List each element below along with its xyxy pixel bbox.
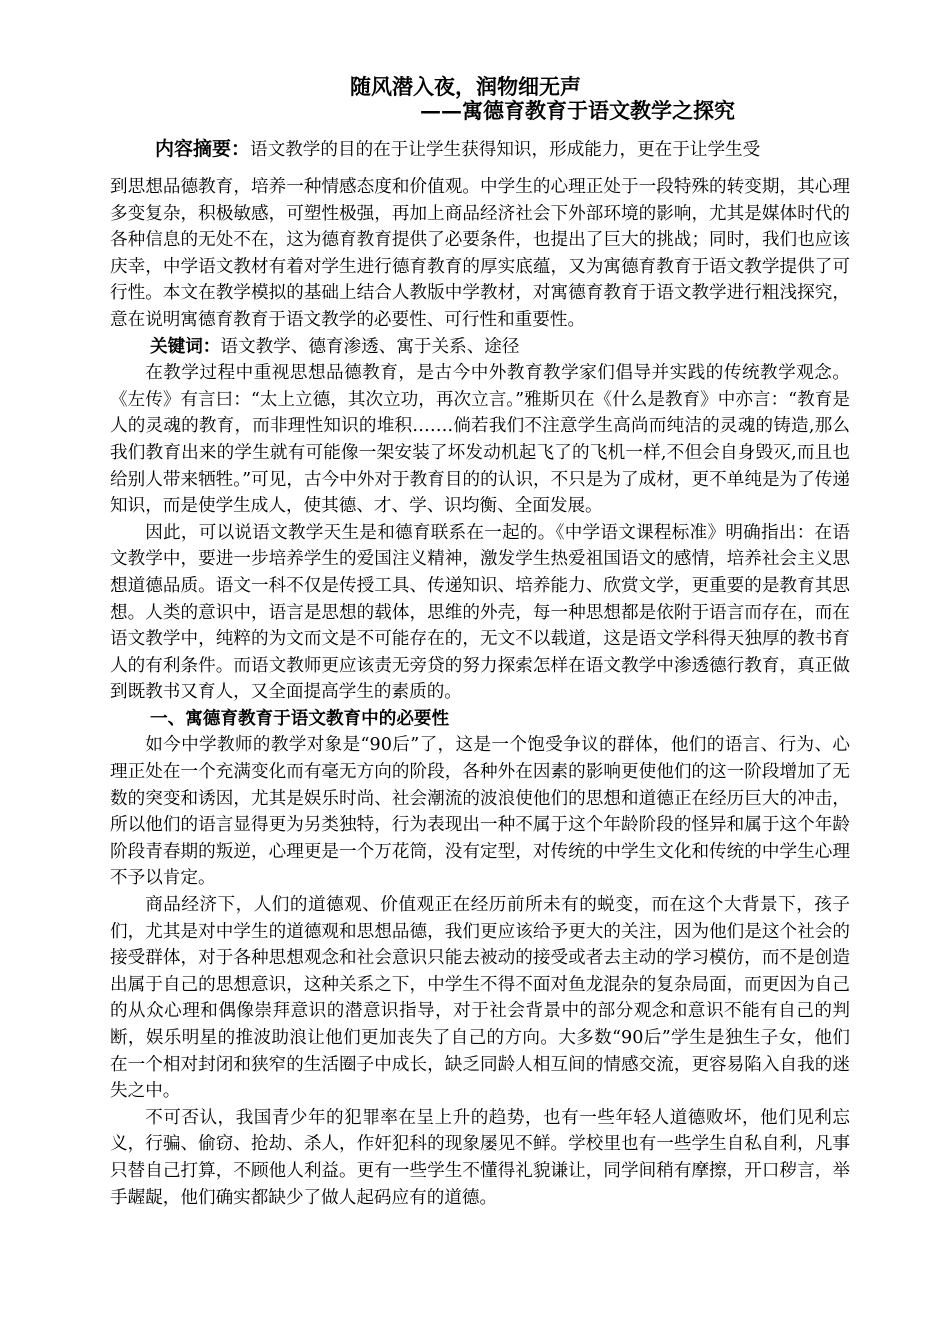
section-paragraph: 如今中学教师的教学对象是“90后”了，这是一个饱受争议的群体，他们的语言、行为、心理正处在一个充满变化而有毫无方向的阶段，各种外在因素的影响更使他们的这一阶段增加了无数的突变和诱因，尤其是娱乐时尚、社会潮流的波浪使他们的思想和道德正在经历巨大的冲击，所以他们的语言显得更为另类独特，行为表现出一种不属于这个年龄阶段的怪异和属于这个年龄阶段青春期的叛逆，心理更是一个万花筒，没有定型，对传统的中学生文化和传统的中学生心理不予以肯定。 — [110, 735, 850, 889]
section-paragraph: 商品经济下，人们的道德观、价值观正在经历前所未有的蜕变，而在这个大背景下，孩子们，尤其是对中学生的道德观和思想品德，我们更应该给予更大的关注，因为他们是这个社会的接受群体，对于各种思想观念和社会意识只能去被动的接受或者去主动的学习模仿，而不是创造出属于自己的思想意识，这种关系之下，中学生不得不面对鱼龙混杂的复杂局面，而更因为自己的从众心理和偶像崇拜意识的潜意识指导，对于社会背景中的部分观念和意识不能有自己的判断，娱乐明星的推波助浪让他们更加丧失了自己的方向。大多数“90后”学生是独生子女，他们在一个相对封闭和狭窄的生活圈子中成长，缺乏同龄人相互间的情感交流，更容易陷入自我的迷失之中。 — [110, 895, 850, 1102]
document-subtitle: ——寓德育教育于语文教学之探究 — [420, 98, 735, 123]
abstract-text: 到思想品德教育，培养一种情感态度和价值观。中学生的心理正处于一段特殊的转变期，其心理多变复杂，积极敏感，可塑性极强，再加上商品经济社会下外部环境的影响，尤其是媒体时代的各种信息的无处不在，这为德育教育提供了必要条件，也提出了巨大的挑战；同时，我们也应该庆幸，中学语文教材有着对学生进行德育教育的厚实底蕴，又为寓德育教育于语文教学提供了可行性。本文在教学模拟的基础上结合人教版中学教材，对寓德育教育于语文教学进行粗浅探究，意在说明寓德育教育于语文教学的必要性、可行性和重要性。 — [110, 177, 850, 330]
keywords-label: 关键词： — [150, 335, 221, 357]
document-title: 随风潜入夜，润物细无声 — [350, 74, 581, 99]
body-paragraph: 因此，可以说语文教学天生是和德育联系在一起的。《中学语文课程标准》明确指出：在语文教学中，要进一步培养学生的爱国注义精神，激发学生热爱祖国语文的感情，培养社会主义思想道德品质。语文一科不仅是传授工具、传递知识、培养能力、欣赏文学，更重要的是教育其思想。人类的意识中，语言是思想的载体，思维的外壳，每一种思想都是依附于语言而存在，而在语文教学中，纯粹的为文而文是不可能存在的，无文不以载道，这是语文学科得天独厚的教书育人的有利条件。而语文教师更应该责无旁贷的努力探索怎样在语文教学中渗透德行教育，真正做到既教书又育人，又全面提高学生的素质的。 — [110, 522, 850, 703]
abstract-paragraph — [110, 136, 850, 334]
abstract-first-line — [110, 136, 850, 174]
section-paragraph: 不可否认，我国青少年的犯罪率在呈上升的趋势，也有一些年轻人道德败坏，他们见利忘义，行骗、偷窃、抢劫、杀人，作奸犯科的现象屡见不鲜。学校里也有一些学生自私自利，凡事只替自己打算，不顾他人利益。更有一些学生不懂得礼貌谦让，同学间稍有摩擦，开口秽言，举手龌龊，他们确实都缺少了做人起码应有的道德。 — [110, 1107, 850, 1208]
keywords-line — [110, 334, 850, 361]
abstract-first-text: 语文教学的目的在于让学生获得知识，形成能力，更在于让学生受 — [250, 140, 761, 160]
section-heading: 一、寓德育教育于语文教育中的必要性 — [150, 707, 450, 729]
document-body — [110, 136, 850, 1211]
keywords-text: 语文教学、德育渗透、寓于关系、途径 — [220, 336, 520, 357]
body-paragraph: 在教学过程中重视思想品德教育，是古今中外教育教学家们倡导并实践的传统教学观念。《左传》有言曰：“太上立德，其次立功，再次立言。”雅斯贝在《什么是教育》中亦言：“教育是人的灵魂的教育，而非理性知识的堆积…….倘若我们不注意学生高尚而纯洁的灵魂的铸造,那么我们教育出来的学生就有可能像一架安装了坏发动机起飞了的飞机一样,不但会自身毁灭,而且也给别人带来牺牲。”可见，古今中外对于教育目的的认识，不只是为了成材，更不单纯是为了传递知识，而是使学生成人，使其德、才、学、识均衡、全面发展。 — [110, 363, 850, 517]
abstract-label: 内容摘要： — [155, 138, 251, 160]
